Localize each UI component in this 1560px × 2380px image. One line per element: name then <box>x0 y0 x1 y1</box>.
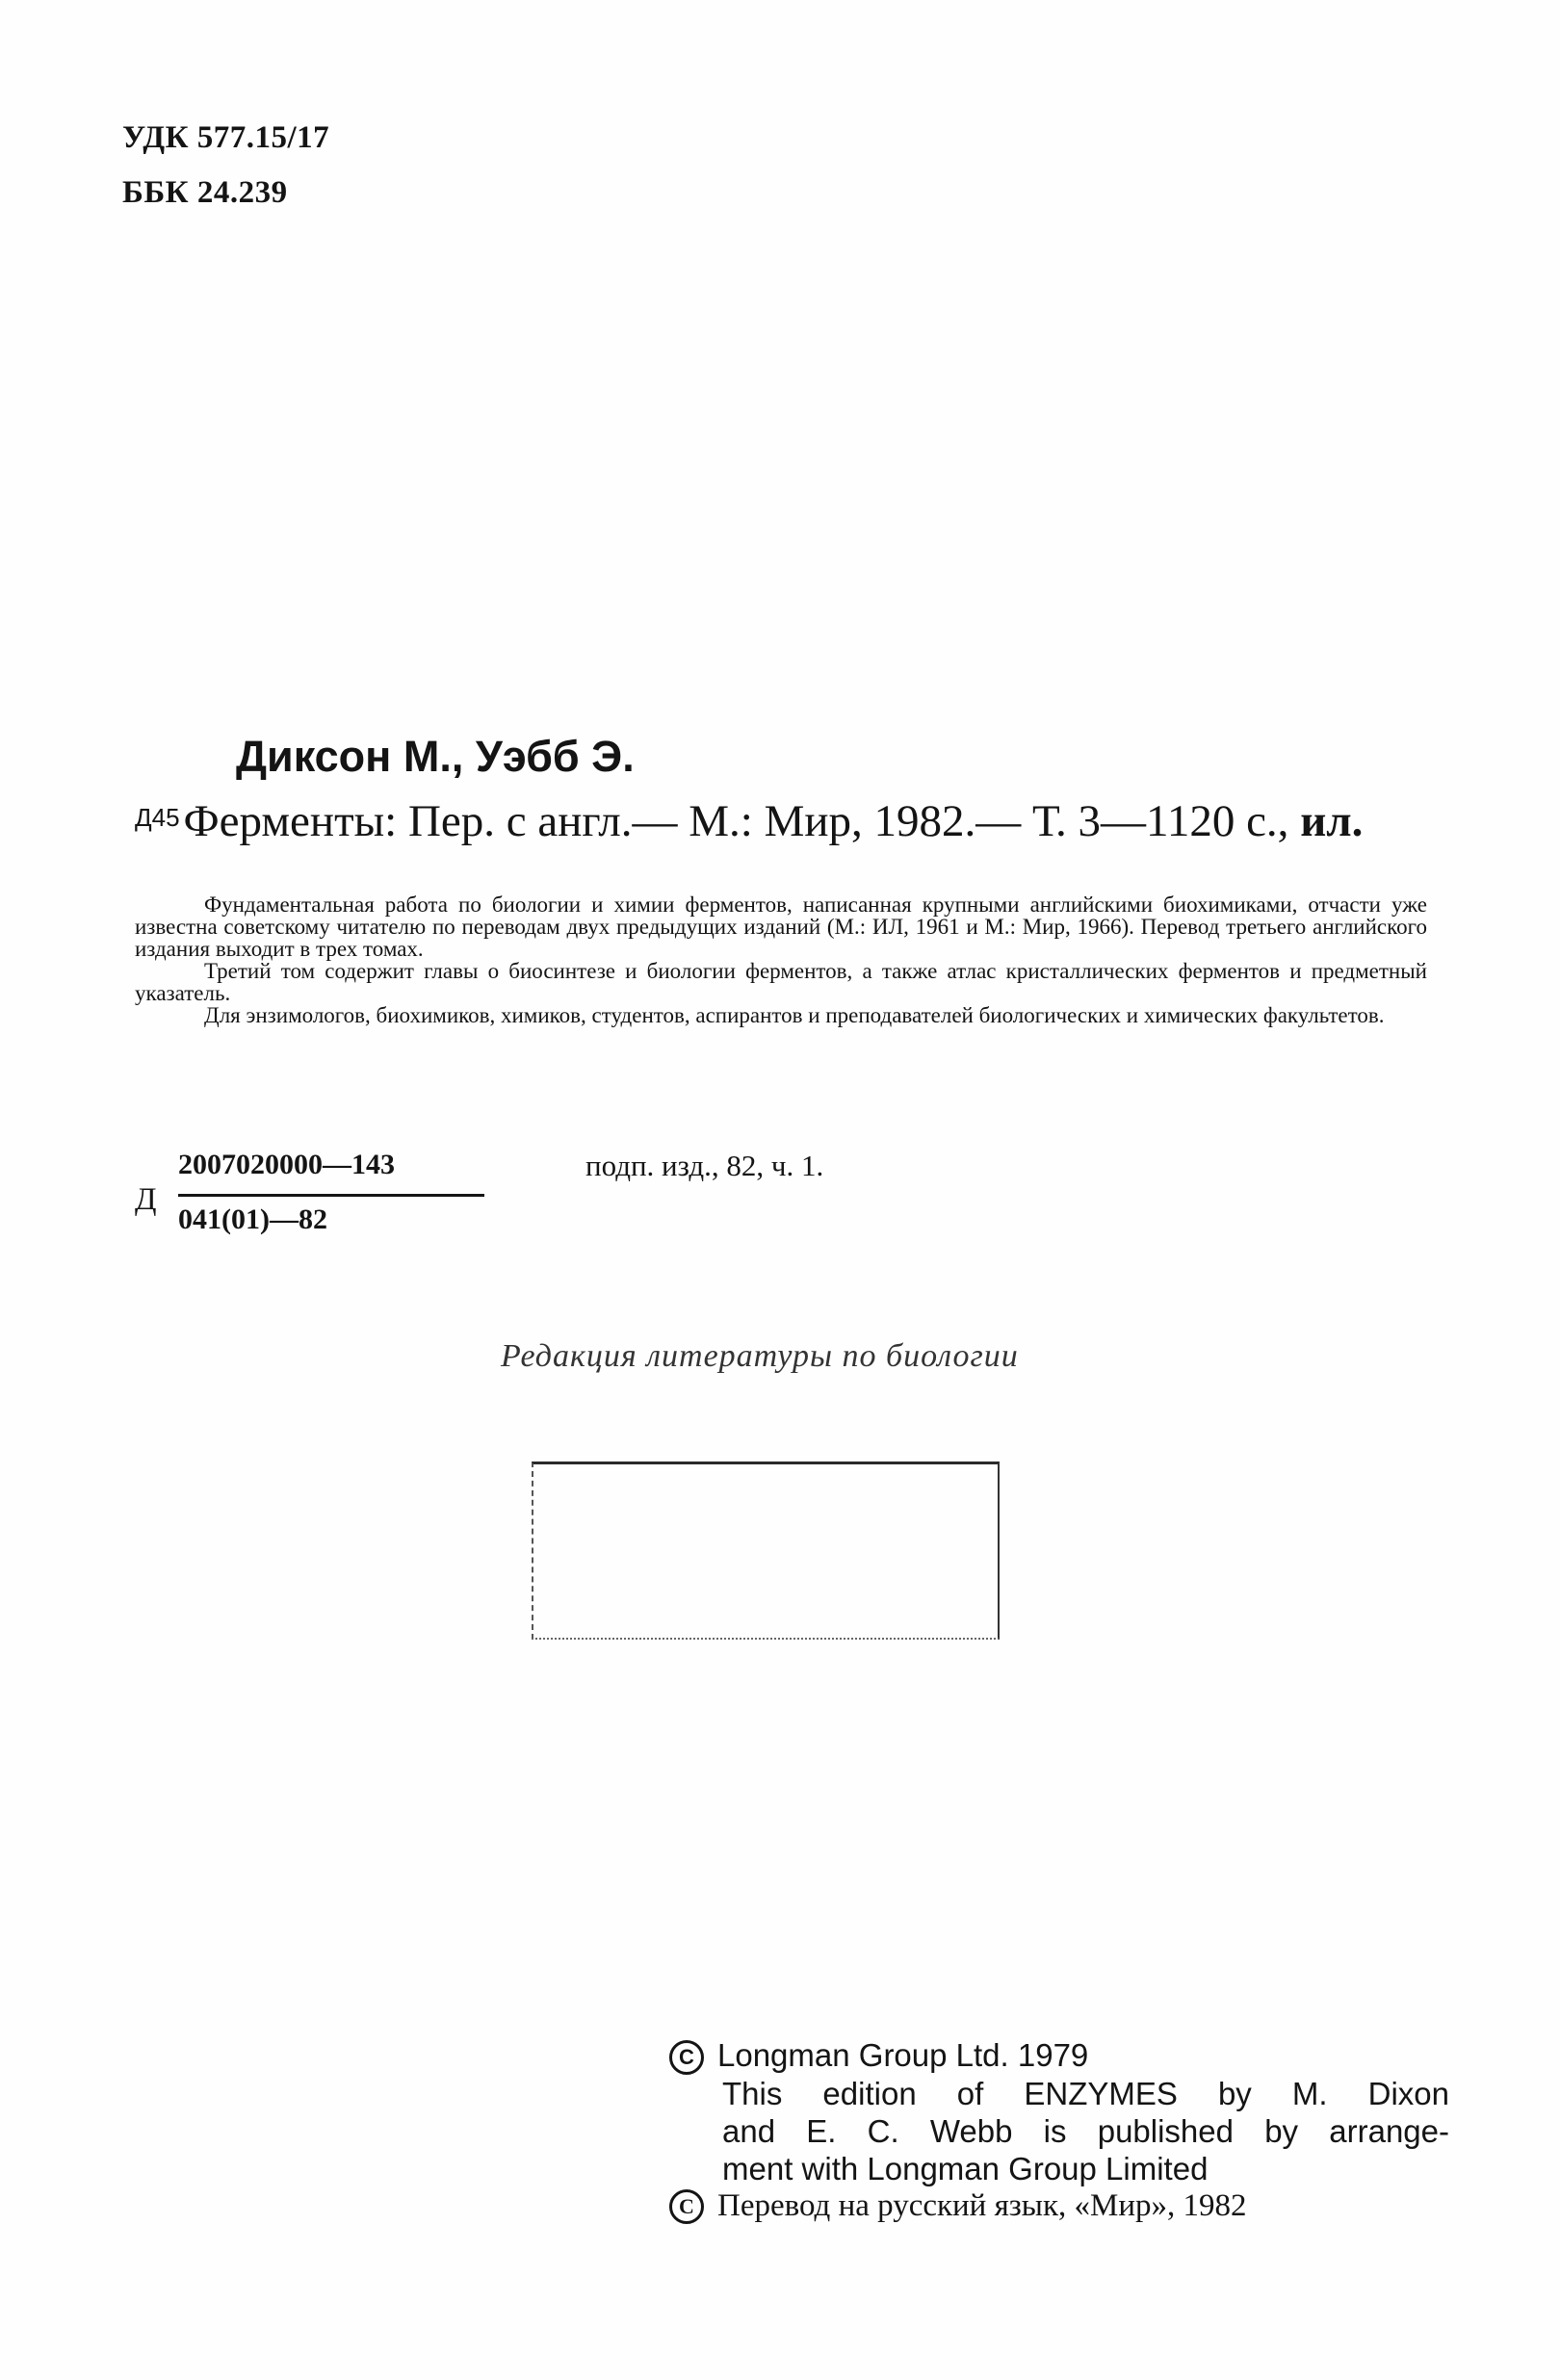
fraction-rule <box>178 1194 484 1197</box>
udk-code: УДК 577.15/17 <box>122 120 330 155</box>
bibliographic-title: Ферменты: Пер. с англ.— М.: Мир, 1982.— Т. 3—1120 с., <box>183 796 1301 846</box>
author-mark: Д45 <box>135 803 180 832</box>
copyright-block <box>669 2036 1449 2225</box>
index-numerator: 2007020000—143 <box>178 1149 395 1180</box>
copyright-icon: C <box>669 2189 704 2224</box>
copyright-line-2: This edition of ENZYMES by M. Dixon <box>722 2076 1449 2111</box>
library-stamp <box>532 1462 1000 1640</box>
annotation <box>135 893 1427 1026</box>
copyright-line-4: ment with Longman Group Limited <box>722 2151 1209 2186</box>
index-denominator: 041(01)—82 <box>178 1203 327 1235</box>
authors: Диксон М., Уэбб Э. <box>236 732 635 781</box>
annotation-paragraph-1: Фундаментальная работа по биологии и химии ферментов, написанная крупными английскими биохимиками, отчасти уже известна советскому читателю по переводам двух предыдущих изданий (М.: ИЛ, 1961 и М.: Мир, 1966). Перевод третьего английского издания выходит в трех томах. <box>135 892 1427 961</box>
copyright-holder: Longman Group Ltd. 1979 <box>717 2037 1089 2073</box>
editorial-office: Редакция литературы по биологии <box>501 1338 1019 1374</box>
annotation-paragraph-3: Для энзимологов, биохимиков, химиков, студентов, аспирантов и преподавателей биологических и химических факультетов. <box>204 1003 1385 1027</box>
translation-copyright: Перевод на русский язык, «Мир», 1982 <box>717 2188 1247 2223</box>
copyright-line-1 <box>669 2036 1449 2075</box>
annotation-paragraph-2: Третий том содержит главы о биосинтезе и биологии ферментов, а также атлас кристаллических ферментов и предметный указатель. <box>135 959 1427 1005</box>
catalog-title-line <box>135 795 1363 847</box>
bbk-code: ББК 24.239 <box>122 175 288 210</box>
copyright-icon: C <box>669 2040 704 2075</box>
copyright-line-5 <box>669 2187 1449 2225</box>
illustrated-mark: ил. <box>1300 796 1364 846</box>
copyright-line-3: and E. C. Webb is published by arrange- <box>722 2113 1449 2149</box>
subscription-note: подп. изд., 82, ч. 1. <box>585 1149 824 1182</box>
index-letter: Д <box>135 1182 157 1217</box>
